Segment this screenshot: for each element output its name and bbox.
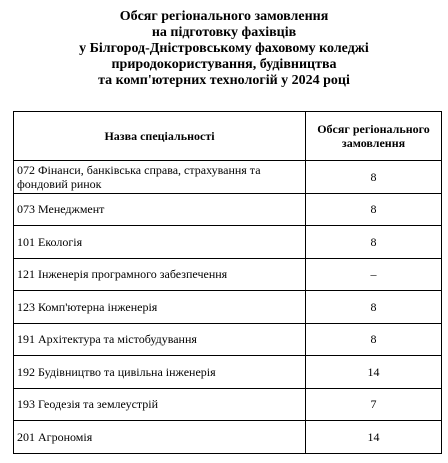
table-row: [14, 193, 442, 226]
quota-value-cell: 8: [306, 323, 442, 356]
title-line: та комп'ютерних технологій у 2024 році: [98, 73, 350, 88]
specialty-name-cell: 192 Будівництво та цивільна інженерія: [14, 356, 306, 389]
quota-value-cell: 14: [306, 421, 442, 454]
table-row: [14, 356, 442, 389]
quota-value-cell: 8: [306, 226, 442, 259]
specialty-name-cell: 123 Комп'ютерна інженерія: [14, 291, 306, 324]
document-title: [0, 9, 448, 89]
table-row: [14, 388, 442, 421]
header-regional-quota: Обсяг регіонального замовлення: [306, 112, 442, 161]
quota-value-cell: 8: [306, 161, 442, 194]
title-line: Обсяг регіонального замовлення: [119, 9, 329, 24]
title-line: у Білгород-Дністровському фаховому коледжі: [79, 41, 369, 56]
table-row: [14, 291, 442, 324]
table-header-row: [14, 112, 442, 161]
title-line: природокористування, будівництва: [111, 57, 337, 72]
specialty-name-cell: 073 Менеджмент: [14, 193, 306, 226]
table-row: [14, 421, 442, 454]
quota-value-cell: 7: [306, 388, 442, 421]
table-row: [14, 258, 442, 291]
header-specialty-name: Назва спеціальності: [14, 112, 306, 161]
specialty-name-cell: 121 Інженерія програмного забезпечення: [14, 258, 306, 291]
quota-value-cell: 14: [306, 356, 442, 389]
specialty-name-cell: 072 Фінанси, банківська справа, страхування та фондовий ринок: [14, 161, 306, 194]
table-row: [14, 226, 442, 259]
quota-value-cell: 8: [306, 193, 442, 226]
specialty-name-cell: 201 Агрономія: [14, 421, 306, 454]
specialty-name-cell: 191 Архітектура та містобудування: [14, 323, 306, 356]
table-row: [14, 323, 442, 356]
specialty-name-cell: 193 Геодезія та землеустрій: [14, 388, 306, 421]
title-line: на підготовку фахівців: [151, 25, 297, 40]
quota-value-cell: –: [306, 258, 442, 291]
specialty-name-cell: 101 Екологія: [14, 226, 306, 259]
quota-value-cell: 8: [306, 291, 442, 324]
quota-table: [13, 111, 442, 454]
table-row: [14, 161, 442, 194]
